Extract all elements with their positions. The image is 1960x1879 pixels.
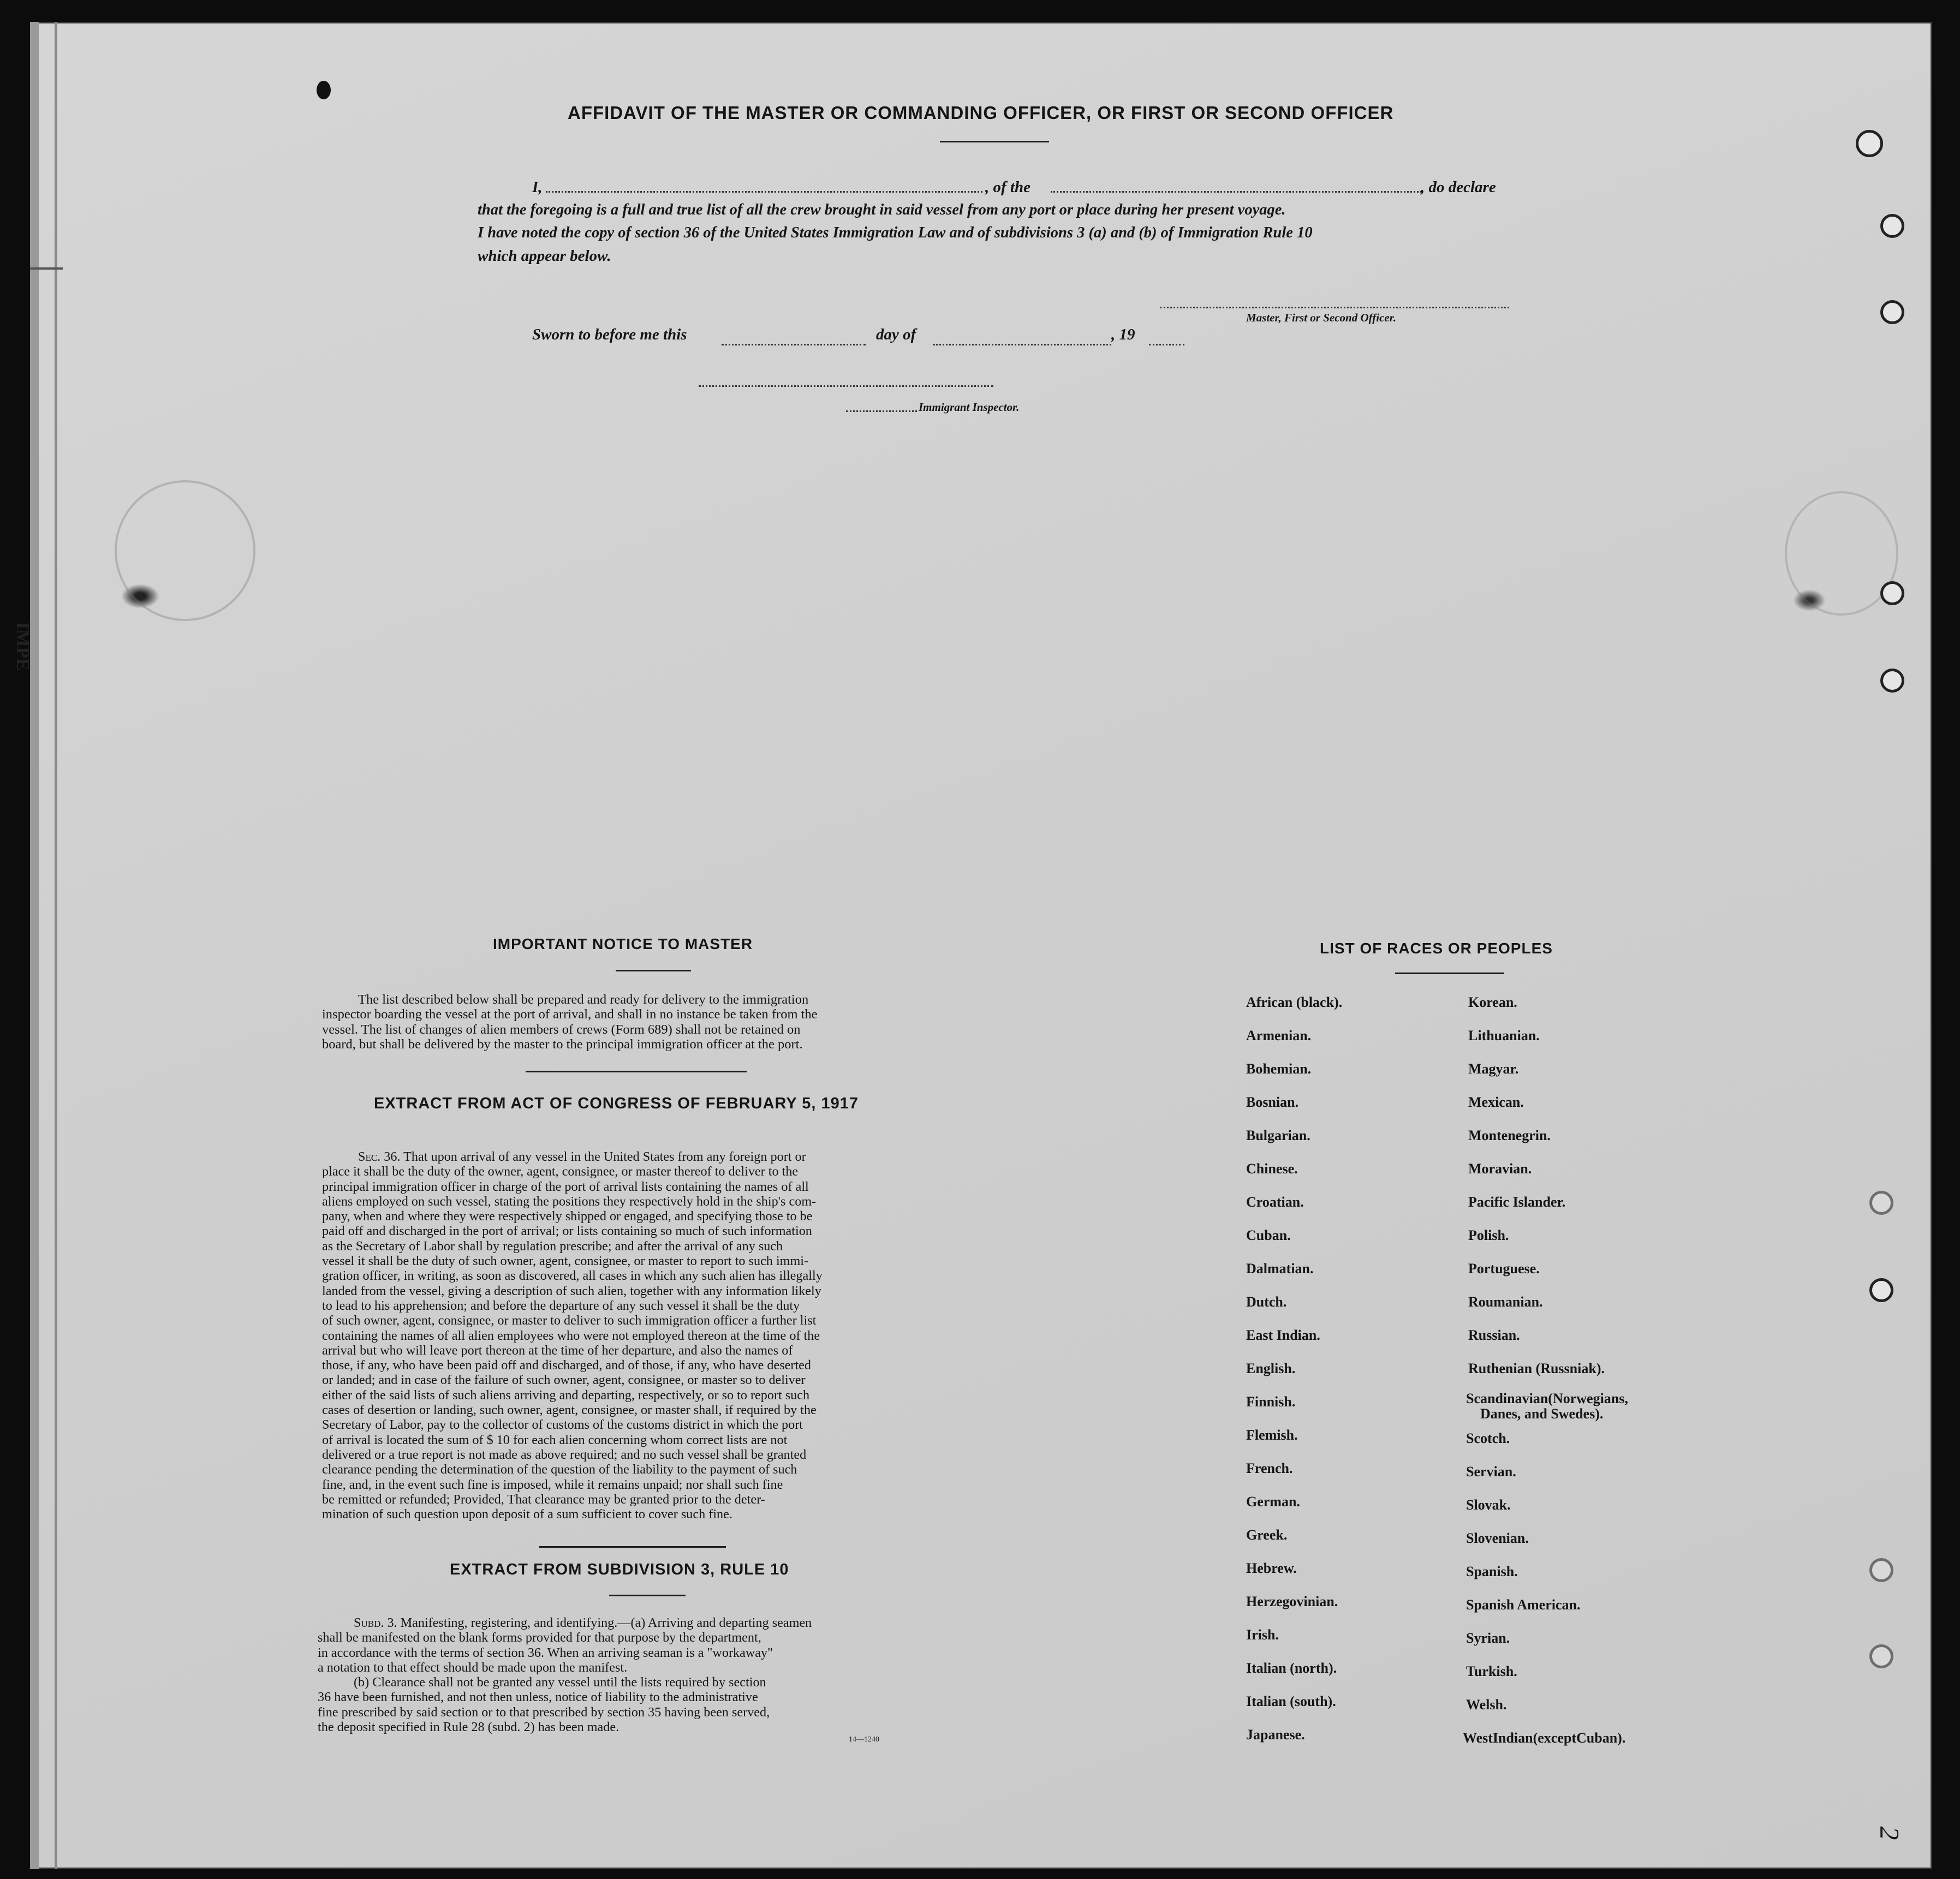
races-title-rule (1395, 973, 1504, 974)
affidavit-line4: which appear below. (478, 247, 611, 265)
affidavit-line2: that the foregoing is a full and true list of all the crew brought in said vessel from any port or place during her present voyage. (478, 201, 1286, 218)
rule-line: Manifesting, registering, and identifying.—(a) Arriving and departing seamen (400, 1615, 812, 1630)
race-item: Mexican. (1468, 1094, 1524, 1110)
punch-hole (1869, 1278, 1893, 1302)
notice-line: vessel. The list of changes of alien members of crews (Form 689) shall not be retained on (322, 1022, 801, 1037)
act-line: arrival but who will leave port thereon at the time of her departure, and also the names of (322, 1343, 793, 1358)
act-line: or landed; and in case of the failure of such owner, agent, consignee, or master so to deliver (322, 1373, 806, 1388)
race-item: Portuguese. (1468, 1261, 1540, 1276)
rule-subd-label: Subd. 3. (354, 1615, 397, 1630)
race-item: Scotch. (1466, 1430, 1510, 1446)
stamp-text: IMPE (13, 622, 33, 671)
race-item: Dutch. (1246, 1294, 1287, 1310)
act-title: EXTRACT FROM ACT OF CONGRESS OF FEBRUARY 5, 1917 (374, 1095, 859, 1112)
race-item: Spanish American. (1466, 1597, 1581, 1613)
affidavit-line1-i: I, (532, 178, 543, 196)
inspector-prefix-line (846, 410, 917, 412)
act-line: place it shall be the duty of the owner, agent, consignee, or master thereof to deliver to the (322, 1164, 799, 1179)
race-item: Bulgarian. (1246, 1128, 1310, 1143)
rule-title: EXTRACT FROM SUBDIVISION 3, RULE 10 (450, 1561, 789, 1578)
race-item: Flemish. (1246, 1427, 1298, 1443)
rule-line: (b) Clearance shall not be granted any vessel until the lists required by section (354, 1675, 766, 1690)
race-item: Spanish. (1466, 1564, 1518, 1579)
name-field[interactable] (546, 191, 982, 193)
race-item: Russian. (1468, 1327, 1520, 1343)
act-line: either of the said lists of such aliens arriving and departing, respectively, or so to report such (322, 1387, 810, 1403)
affidavit-declare: , do declare (1421, 178, 1496, 196)
act-line: containing the names of all alien employees who were not employed thereon at the time of the (322, 1328, 820, 1343)
binding-stripe (55, 22, 57, 1869)
act-line: of arrival is located the sum of $ 10 for each alien concerning whom correct lists are not (322, 1432, 788, 1447)
act-line: clearance pending the determination of the question of the liability to the payment of such (322, 1462, 797, 1477)
act-line: as the Secretary of Labor shall by regulation prescribe; and after the arrival of any such (322, 1238, 783, 1254)
punch-hole (1856, 130, 1883, 157)
sworn-text: Sworn to before me this (532, 326, 687, 343)
act-line: to lead to his apprehension; and before the departure of any such vessel it shall be the duty (322, 1298, 800, 1313)
vessel-field[interactable] (1051, 191, 1422, 193)
punch-hole (1880, 669, 1904, 693)
sworn-month-field[interactable] (933, 344, 1111, 345)
race-item: Slovenian. (1466, 1530, 1529, 1546)
race-item: Croatian. (1246, 1194, 1304, 1210)
race-item: Japanese. (1246, 1727, 1305, 1743)
page-edge (30, 22, 39, 1869)
rule-body (318, 1615, 944, 1734)
sworn-day-of: day of (876, 326, 916, 343)
rule-line: a notation to that effect should be made upon the manifest. (318, 1660, 628, 1675)
affidavit-of-the: , of the (985, 178, 1030, 196)
notice-body (322, 992, 951, 1052)
race-item: Moravian. (1468, 1161, 1532, 1177)
section-rule (539, 1546, 726, 1548)
rule-line: 36 have been furnished, and not then unless, notice of liability to the administrative (318, 1690, 758, 1705)
act-line: vessel it shall be the duty of such owner, agent, consignee, or master to report to such immi- (322, 1254, 809, 1269)
race-item: Dalmatian. (1246, 1261, 1314, 1276)
section-rule (526, 1071, 747, 1072)
affidavit-title: AFFIDAVIT OF THE MASTER OR COMMANDING OFFICER, OR FIRST OR SECOND OFFICER (568, 103, 1394, 123)
master-signature-field[interactable] (1160, 307, 1509, 308)
form-number: 14—1240 (849, 1735, 879, 1744)
affidavit-line3: I have noted the copy of section 36 of the United States Immigration Law and of subdivisions 3 (a) and (b) of Immigration Rule 10 (478, 224, 1313, 241)
ink-stain (317, 81, 331, 99)
faint-seal (115, 480, 255, 621)
rule-line: in accordance with the terms of section 36. When an arriving seaman is a "workaway" (318, 1645, 773, 1660)
race-item: Cuban. (1246, 1227, 1291, 1243)
act-line: paid off and discharged in the port of arrival; or lists containing so much of such information (322, 1224, 812, 1239)
notice-line: inspector boarding the vessel at the port of arrival, and shall in no instance be taken from the (322, 1007, 818, 1022)
race-item: English. (1246, 1361, 1296, 1376)
act-line: Secretary of Labor, pay to the collector of customs of the customs district in which the port (322, 1417, 803, 1433)
race-item: Danes, and Swedes). (1480, 1406, 1604, 1422)
notice-title: IMPORTANT NOTICE TO MASTER (493, 935, 753, 952)
act-line: be remitted or refunded; Provided, That clearance may be granted prior to the deter- (322, 1492, 765, 1507)
punch-hole (1869, 1644, 1893, 1668)
act-line: fine, and, in the event such fine is imposed, while it remains unpaid; nor shall such fine (322, 1477, 783, 1492)
sworn-day-field[interactable] (722, 344, 866, 345)
rule-line: fine prescribed by said section or to that prescribed by section 35 having been served, (318, 1704, 770, 1720)
race-item: Welsh. (1466, 1697, 1507, 1713)
act-line: cases of desertion or landing, such owner, agent, consignee, or master shall, if required by the (322, 1403, 817, 1418)
race-item: Chinese. (1246, 1161, 1298, 1177)
sworn-year-field[interactable] (1149, 344, 1184, 345)
race-item: Irish. (1246, 1627, 1279, 1643)
punch-hole (1880, 214, 1904, 238)
punch-hole (1869, 1558, 1893, 1582)
inspector-signature-field[interactable] (699, 385, 993, 387)
act-line: mination of such question upon deposit of a sum sufficient to cover such fine. (322, 1507, 732, 1522)
sworn-year: , 19 (1111, 326, 1135, 343)
race-item: Italian (north). (1246, 1660, 1337, 1676)
race-item: Servian. (1466, 1464, 1516, 1480)
act-line: aliens employed on such vessel, stating the positions they respectively hold in the ship's com- (322, 1194, 817, 1209)
race-item: WestIndian(exceptCuban). (1463, 1730, 1626, 1746)
race-item: Bosnian. (1246, 1094, 1299, 1110)
notice-line: board, but shall be delivered by the master to the principal immigration officer at the port. (322, 1036, 803, 1052)
punch-hole (1869, 1191, 1893, 1215)
title-rule (940, 141, 1049, 142)
race-item: Roumanian. (1468, 1294, 1543, 1310)
act-line: those, if any, who have been paid off and discharged, and of those, if any, who have deserted (322, 1358, 811, 1373)
race-item: Magyar. (1468, 1061, 1519, 1077)
act-sec-label: Sec. 36. (358, 1149, 401, 1164)
race-item: Hebrew. (1246, 1560, 1297, 1576)
race-item: Korean. (1468, 994, 1517, 1010)
race-item: Italian (south). (1246, 1693, 1336, 1709)
race-item: Turkish. (1466, 1663, 1517, 1679)
punch-hole (1880, 300, 1904, 324)
race-item: Slovak. (1466, 1497, 1511, 1513)
race-item: Syrian. (1466, 1630, 1510, 1646)
races-title: LIST OF RACES OR PEOPLES (1320, 940, 1553, 957)
act-line: of such owner, agent, consignee, or master to deliver to such immigration officer a further list (322, 1313, 817, 1328)
edge-mark (30, 267, 63, 270)
act-line: gration officer, in writing, as soon as discovered, all cases in which any such alien has illegally (322, 1268, 823, 1284)
race-item: Ruthenian (Russniak). (1468, 1361, 1605, 1376)
race-item: East Indian. (1246, 1327, 1320, 1343)
act-line: delivered or a true report is not made as above required; and no such vessel shall be granted (322, 1447, 807, 1462)
race-item: Scandinavian(Norwegians, (1466, 1391, 1628, 1406)
master-label: Master, First or Second Officer. (1246, 311, 1396, 324)
race-item: African (black). (1246, 994, 1343, 1010)
race-item: French. (1246, 1460, 1293, 1476)
race-item: Pacific Islander. (1468, 1194, 1566, 1210)
race-item: Armenian. (1246, 1028, 1312, 1043)
rule-line: shall be manifested on the blank forms provided for that purpose by the department, (318, 1630, 761, 1645)
document-page (30, 22, 1932, 1869)
rule-line: the deposit specified in Rule 28 (subd. 2) has been made. (318, 1720, 619, 1735)
inspector-label: Immigrant Inspector. (919, 401, 1020, 414)
race-item: German. (1246, 1494, 1300, 1510)
act-body (322, 1149, 947, 1522)
race-item: Montenegrin. (1468, 1128, 1551, 1143)
act-line: landed from the vessel, giving a description of such alien, together with any information likely (322, 1283, 821, 1298)
act-line: principal immigration officer in charge of the port of arrival lists containing the names of all (322, 1179, 809, 1194)
race-item: Lithuanian. (1468, 1028, 1540, 1043)
race-item: Polish. (1468, 1227, 1509, 1243)
punch-hole (1880, 581, 1904, 605)
race-item: Greek. (1246, 1527, 1288, 1543)
act-line: pany, when and where they were respectively shipped or engaged, and specifying those to be (322, 1209, 813, 1224)
race-item: Herzegovinian. (1246, 1594, 1338, 1609)
notice-rule (616, 970, 691, 971)
notice-line: The list described below shall be prepared and ready for delivery to the immigration (358, 992, 809, 1007)
race-item: Finnish. (1246, 1394, 1296, 1410)
rule-title-rule (609, 1595, 686, 1596)
race-item: Bohemian. (1246, 1061, 1312, 1077)
page-corner-mark: 2 (1874, 1826, 1905, 1840)
act-line: That upon arrival of any vessel in the United States from any foreign port or (403, 1149, 806, 1164)
